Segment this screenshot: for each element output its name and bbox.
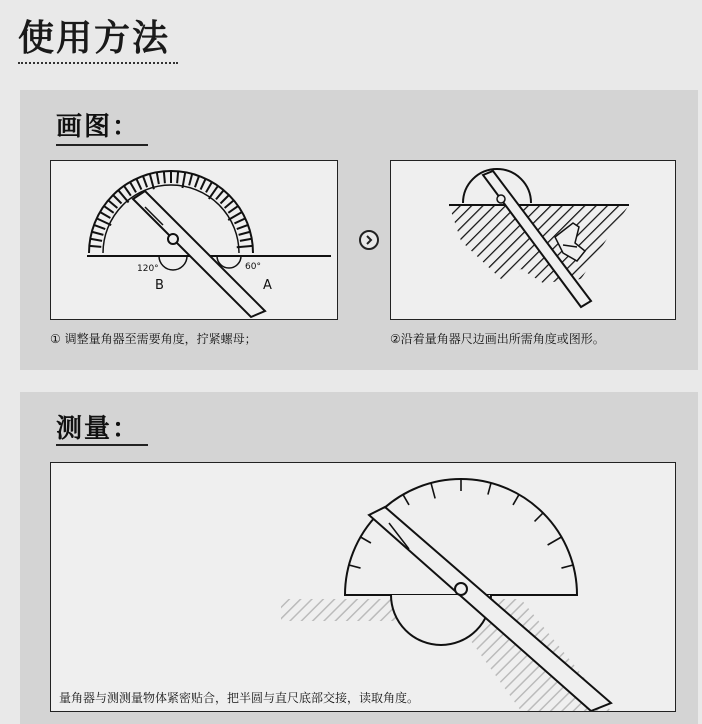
protractor-tick <box>104 206 114 213</box>
protractor-tick <box>209 186 218 199</box>
protractor-tick <box>90 239 102 241</box>
protractor-tick <box>113 195 121 203</box>
measure-section-divider <box>56 444 148 446</box>
protractor-tick <box>201 179 206 190</box>
protractor-tick <box>237 246 253 247</box>
step1-caption: ① 调整量角器至需要角度，拧紧螺母； <box>50 332 257 346</box>
chevron-right-circle-icon <box>359 230 379 250</box>
protractor-tick <box>239 232 251 235</box>
protractor-tick <box>130 182 136 192</box>
protractor-tick <box>195 176 199 187</box>
protractor-tick <box>108 200 117 208</box>
draw-section-divider <box>56 144 148 146</box>
page-title: 使用方法 <box>18 18 171 59</box>
measure-section <box>20 392 698 724</box>
protractor-tick <box>124 186 131 196</box>
protractor-tick <box>240 239 252 241</box>
step2-illustration <box>390 160 676 320</box>
protractor-tick <box>164 171 165 183</box>
protractor-tick <box>234 218 245 223</box>
protractor-tick <box>189 174 192 186</box>
angle-label-120: 120° <box>137 264 159 274</box>
title-divider <box>18 62 178 64</box>
protractor-measuring-icon <box>51 463 675 711</box>
draw-section-heading: 画图： <box>56 112 141 142</box>
protractor-tick <box>237 225 248 229</box>
step1-illustration <box>50 160 338 320</box>
protractor-tick <box>228 206 238 213</box>
protractor-tick <box>100 212 110 218</box>
protractor-tick <box>225 200 234 208</box>
protractor-tick <box>136 179 141 190</box>
protractor-tick <box>97 218 112 225</box>
protractor-tick <box>89 246 101 247</box>
point-label-b: B <box>155 278 164 293</box>
protractor-tick <box>220 195 228 203</box>
drawing-along-ruler-icon <box>391 161 675 319</box>
protractor-tick <box>228 212 242 220</box>
step2-caption: ②沿着量角器尺边画出所需角度或图形。 <box>390 332 605 346</box>
measure-illustration <box>50 462 676 712</box>
protractor-tick <box>143 176 147 187</box>
point-label-a: A <box>263 278 272 293</box>
measure-section-heading: 测量： <box>56 414 141 444</box>
protractor-tick <box>157 172 159 184</box>
protractor-tick <box>177 171 178 183</box>
angle-label-60: 60° <box>245 262 261 272</box>
protractor-tick <box>94 225 105 229</box>
protractor-tick <box>92 232 104 235</box>
protractor-drawing-icon <box>51 161 337 319</box>
measure-caption: 量角器与测测量物体紧密贴合，把半圆与直尺底部交接，读取角度。 <box>59 691 420 705</box>
protractor-tick <box>206 182 212 192</box>
protractor-tick <box>216 190 224 199</box>
draw-section <box>20 90 698 370</box>
